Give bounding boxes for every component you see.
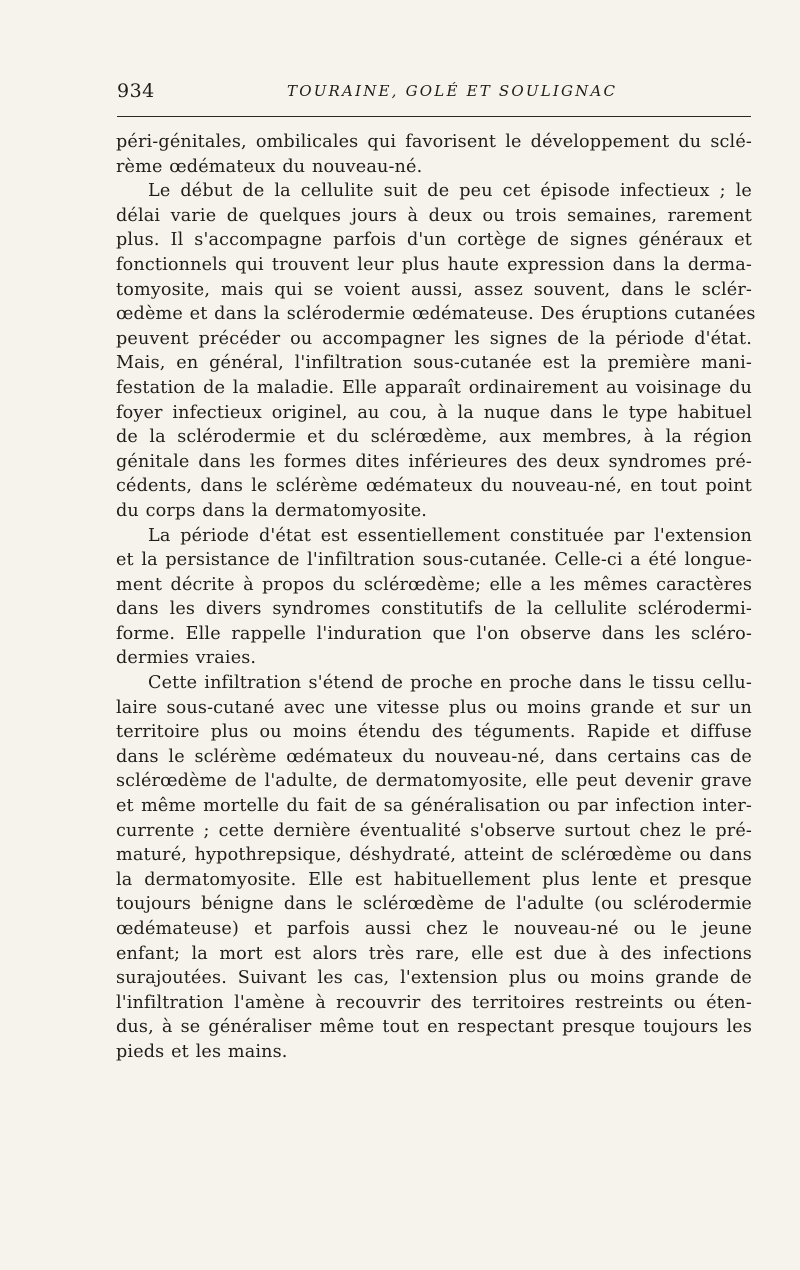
text-line: de la sclérodermie et du sclérœdème, aux membres, à la région <box>116 427 752 448</box>
body-text <box>116 130 756 1065</box>
page-number: 934 <box>117 80 155 102</box>
text-line: œdème et dans la sclérodermie œdémateuse. Des éruptions cutanées <box>116 304 756 325</box>
text-line: toujours bénigne dans le sclérœdème de l'adulte (ou sclérodermie <box>116 894 752 915</box>
text-line: péri-génitales, ombilicales qui favorisent le développement du sclé- <box>116 132 752 152</box>
text-line: œdémateuse) et parfois aussi chez le nouveau-né ou le jeune <box>116 919 752 939</box>
text-line: du corps dans la dermatomyosite. <box>116 500 428 521</box>
text-line: Mais, en général, l'infiltration sous-cutanée est la première mani- <box>116 353 752 374</box>
text-line: rème œdémateux du nouveau-né. <box>116 156 423 177</box>
text-line: Cette infiltration s'étend de proche en proche dans le tissu cellu- <box>148 673 752 694</box>
text-line: tomyosite, mais qui se voient aussi, assez souvent, dans le sclér- <box>116 279 752 300</box>
text-line: territoire plus ou moins étendu des téguments. Rapide et diffuse <box>116 722 752 743</box>
paragraph <box>116 671 752 1065</box>
text-line: dermies vraies. <box>116 648 257 669</box>
text-line: dus, à se généraliser même tout en respectant presque toujours les <box>116 1017 752 1038</box>
text-line: festation de la maladie. Elle apparaît ordinairement au voisinage du <box>116 377 752 398</box>
text-line: maturé, hypothrepsique, déshydraté, atteint de sclérœdème ou dans <box>116 845 752 866</box>
text-line: cédents, dans le sclérème œdémateux du nouveau-né, en tout point <box>116 476 752 497</box>
text-line: foyer infectieux originel, au cou, à la nuque dans le type habituel <box>116 402 752 423</box>
text-line: peuvent précéder ou accompagner les signes de la période d'état. <box>116 328 752 349</box>
text-line: enfant; la mort est alors très rare, elle est due à des infections <box>116 943 752 964</box>
text-line: dans le sclérème œdémateux du nouveau-né, dans certains cas de <box>116 746 752 767</box>
header-rule <box>117 116 751 117</box>
text-line: La période d'état est essentiellement constituée par l'extension <box>148 525 752 546</box>
text-line: Le début de la cellulite suit de peu cet épisode infectieux ; le <box>148 181 752 202</box>
text-line: ment décrite à propos du sclérœdème; elle a les mêmes caractères <box>116 574 752 595</box>
text-line: forme. Elle rappelle l'induration que l'on observe dans les scléro- <box>116 623 752 644</box>
text-line: et même mortelle du fait de sa généralisation ou par infection inter- <box>116 796 752 817</box>
text-line: la dermatomyosite. Elle est habituellement plus lente et presque <box>116 869 752 890</box>
running-title: TOURAINE, GOLÉ ET SOULIGNAC <box>287 82 618 100</box>
paragraph <box>116 179 756 523</box>
text-line: laire sous-cutané avec une vitesse plus ou moins grande et sur un <box>116 697 752 718</box>
text-line: l'infiltration l'amène à recouvrir des territoires restreints ou éten- <box>116 992 752 1013</box>
text-line: surajoutées. Suivant les cas, l'extension plus ou moins grande de <box>116 968 752 989</box>
paragraph <box>116 524 752 672</box>
text-line: plus. Il s'accompagne parfois d'un cortège de signes généraux et <box>116 230 752 251</box>
paragraph <box>116 130 752 179</box>
text-line: délai varie de quelques jours à deux ou trois semaines, rarement <box>116 205 752 226</box>
text-line: pieds et les mains. <box>116 1041 288 1062</box>
text-line: sclérœdème de l'adulte, de dermatomyosite, elle peut devenir grave <box>116 771 752 792</box>
running-head <box>117 80 749 110</box>
text-line: currente ; cette dernière éventualité s'observe surtout chez le pré- <box>116 820 752 841</box>
text-line: dans les divers syndromes constitutifs de la cellulite sclérodermi- <box>116 599 752 620</box>
text-line: et la persistance de l'infiltration sous-cutanée. Celle-ci a été longue- <box>116 550 752 571</box>
text-line: génitale dans les formes dites inférieures des deux syndromes pré- <box>116 451 752 472</box>
text-line: fonctionnels qui trouvent leur plus haute expression dans la derma- <box>116 254 752 275</box>
